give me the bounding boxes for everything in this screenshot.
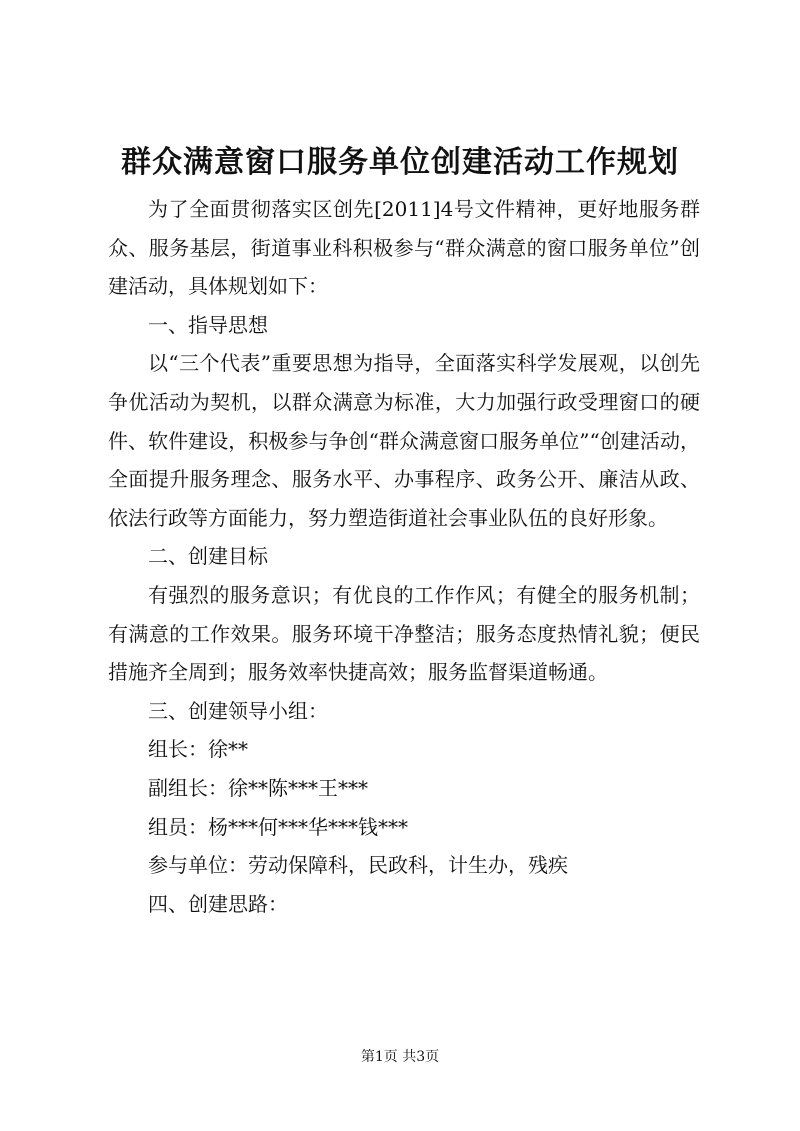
- members-line: 组员：杨***何***华***钱***: [148, 814, 408, 839]
- section-heading-guiding-ideology: 一、指导思想: [148, 312, 268, 337]
- participating-units-line: 参与单位：劳动保障科，民政科，计生办，残疾: [148, 853, 568, 878]
- goals-paragraph: 有强烈的服务意识；有优良的工作作风；有健全的服务机制；有满意的工作效果。服务环境干净整洁；服务态度热情礼貌；便民措施齐全周到；服务效率快捷高效；服务监督渠道畅通。: [108, 582, 700, 685]
- document-title: 群众满意窗口服务单位创建活动工作规划: [121, 145, 679, 180]
- leader-line: 组长：徐**: [148, 737, 248, 762]
- deputy-leader-line: 副组长：徐**陈***王***: [148, 775, 368, 800]
- section-heading-goals: 二、创建目标: [148, 544, 268, 569]
- page-footer: 第1页 共3页: [360, 1049, 440, 1065]
- section-heading-approach: 四、创建思路：: [148, 891, 288, 916]
- guiding-ideology-paragraph: 以“三个代表”重要思想为指导，全面落实科学发展观，以创先争优活动为契机，以群众满意为标准，大力加强行政受理窗口的硬件、软件建设，积极参与争创“群众满意窗口服务单位”“创建活动，全面提升服务理念、服务水平、办事程序、政务公开、廉洁从政、依法行政等方面能力，努力塑造街道社会事业队伍的良好形象。: [108, 351, 700, 530]
- section-heading-leadership-group: 三、创建领导小组：: [148, 698, 328, 723]
- intro-paragraph: 为了全面贯彻落实区创先[2011]4号文件精神，更好地服务群众、服务基层，街道事业科积极参与“群众满意的窗口服务单位”创建活动，具体规划如下：: [108, 197, 700, 299]
- document-body: [108, 190, 700, 923]
